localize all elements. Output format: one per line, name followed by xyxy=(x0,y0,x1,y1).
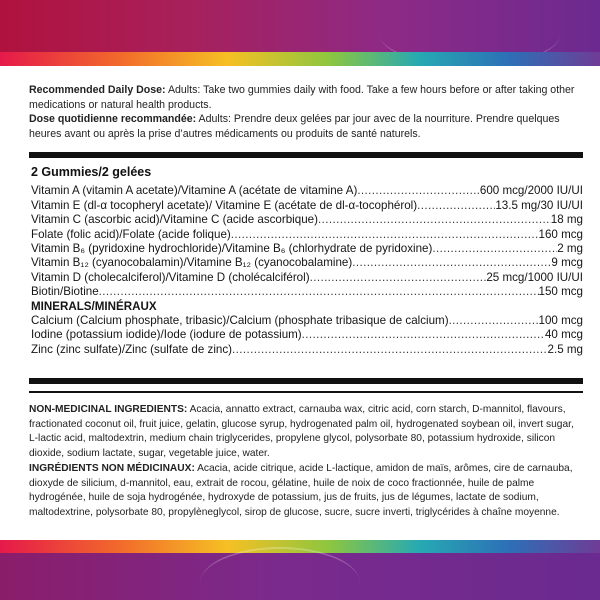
mineral-name: Zinc (zinc sulfate)/Zinc (sulfate de zinc) xyxy=(31,342,233,356)
nutrient-amount: 600 mcg/2000 IU/UI xyxy=(479,184,583,198)
nutrient-row xyxy=(31,227,583,241)
top-rainbow-stripe xyxy=(0,52,600,66)
leader-dots xyxy=(231,228,539,242)
mineral-name: Calcium (Calcium phosphate, tribasic)/Calcium (phosphate tribasique de calcium) xyxy=(31,313,449,327)
leader-dots xyxy=(310,271,487,285)
ingredients-french-text: Acacia, acide citrique, acide L-lactique, amidon de maïs, arômes, cire de carnauba, dioxyde de silicium, d-mannitol, eau, extrait de rocou, gélatine, huile de noix de coco fractionnée, huile de palme hydrogénée, huile de soja hydrogénée, hydroxyde de potassium, jus de fruits, jus de légumes, lactate de sodium, maltodextrine, polysorbate 80, propylèneglycol, sirop de glucose, sucre, sucre inverti, triglycérides à chaîne moyenne. xyxy=(29,462,573,518)
nutrient-amount: 160 mcg xyxy=(538,227,583,241)
minerals-heading xyxy=(31,299,583,313)
leader-dots xyxy=(432,242,557,256)
nutrient-amount: 2 mg xyxy=(557,241,583,255)
dose-french-label: Dose quotidienne recommandée: xyxy=(29,113,197,126)
bottom-decorative-band xyxy=(0,553,600,600)
mineral-name: Iodine (potassium iodide)/Iode (iodure de potassium) xyxy=(31,328,302,342)
ingredients-english-text: Acacia, annatto extract, carnauba wax, citric acid, corn starch, D-mannitol, flavours, fractionated coconut oil, fruit juice, gelatin, glucose syrup, hydrogenated palm oil, hydrogenated soybean oil, invert sugar, L-lactic acid, maltodextrin, medium chain triglycerides, propylene glycol, polysorbate 80, potassium hydroxide, silicon dioxide, sodium lactate, sugar, vegetable juice, water. xyxy=(29,404,574,460)
leader-dots xyxy=(357,184,480,198)
mineral-row xyxy=(31,314,583,328)
ingredients-english-label: NON-MEDICINAL INGREDIENTS: xyxy=(29,404,188,415)
leader-dots xyxy=(99,285,539,299)
nutrient-row xyxy=(31,184,583,198)
dose-french-text: Adults: Prendre deux gelées par jour avec de la nourriture. Prendre quelques heures avant ou après la prise d’autres médicaments ou produits de santé naturels. xyxy=(29,113,560,140)
mineral-row xyxy=(31,342,583,356)
mineral-amount: 40 mcg xyxy=(544,328,583,342)
ingredients-english xyxy=(29,403,584,462)
ingredients-section xyxy=(29,403,584,521)
nutrient-amount: 25 mcg/1000 IU/UI xyxy=(486,270,583,284)
mineral-amount: 100 mcg xyxy=(538,313,583,327)
nutrient-row xyxy=(31,270,583,284)
leader-dots xyxy=(417,199,495,213)
nutrient-row xyxy=(31,242,583,256)
nutrient-name: Vitamin E (dl-α tocopheryl acetate)/ Vitamine E (acétate de dl-α-tocophérol) xyxy=(31,198,418,212)
dose-english-text: Adults: Take two gummies daily with food. Take a few hours before or after taking other medications or natural health products. xyxy=(29,84,575,111)
top-decorative-band xyxy=(0,0,600,52)
nutrient-name: Vitamin B₁₂ (cyanocobalamin)/Vitamine B₁₂ (cyanocobalamine) xyxy=(31,256,353,270)
nutrient-amount: 9 mcg xyxy=(551,256,583,270)
facts-top-rule xyxy=(29,152,583,158)
mineral-amount: 2.5 mg xyxy=(547,342,583,356)
dose-french xyxy=(29,112,584,141)
recommended-dose-section xyxy=(29,83,584,141)
ingredients-french-label: INGRÉDIENTS NON MÉDICINAUX: xyxy=(29,462,195,474)
minerals-heading-text: MINERALS/MINÉRAUX xyxy=(31,299,157,313)
leader-dots xyxy=(318,213,551,227)
nutrient-amount: 150 mcg xyxy=(538,285,583,299)
nutrient-name: Folate (folic acid)/Folate (acide folique) xyxy=(31,227,231,241)
nutrient-name: Vitamin D (cholecalciferol)/Vitamine D (cholécalciférol) xyxy=(31,270,310,284)
nutrient-amount: 18 mg xyxy=(550,213,583,227)
dose-english-label: Recommended Daily Dose: xyxy=(29,84,166,96)
leader-dots xyxy=(302,328,545,342)
mineral-row xyxy=(31,328,583,342)
nutrient-name: Vitamin A (vitamin A acetate)/Vitamine A (acétate de vitamine A) xyxy=(31,184,358,198)
leader-dots xyxy=(449,314,539,328)
leader-dots xyxy=(232,343,548,357)
nutrient-table xyxy=(31,184,583,357)
nutrient-row xyxy=(31,256,583,270)
nutrient-name: Biotin/Biotine xyxy=(31,285,99,299)
nutrient-amount: 13.5 mg/30 IU/UI xyxy=(495,198,583,212)
leader-dots xyxy=(352,256,551,270)
nutrient-name: Vitamin C (ascorbic acid)/Vitamine C (acide ascorbique) xyxy=(31,213,318,227)
nutrient-name: Vitamin B₆ (pyridoxine hydrochloride)/Vitamine B₆ (chlorhydrate de pyridoxine) xyxy=(31,241,433,255)
ingredients-french xyxy=(29,462,584,521)
dose-english xyxy=(29,83,584,112)
ingredients-top-rule xyxy=(29,391,583,393)
nutrient-row xyxy=(31,213,583,227)
nutrient-row xyxy=(31,198,583,212)
facts-bottom-rule xyxy=(29,378,583,384)
serving-size: 2 Gummies/2 gelées xyxy=(31,165,152,179)
nutrient-row xyxy=(31,285,583,299)
